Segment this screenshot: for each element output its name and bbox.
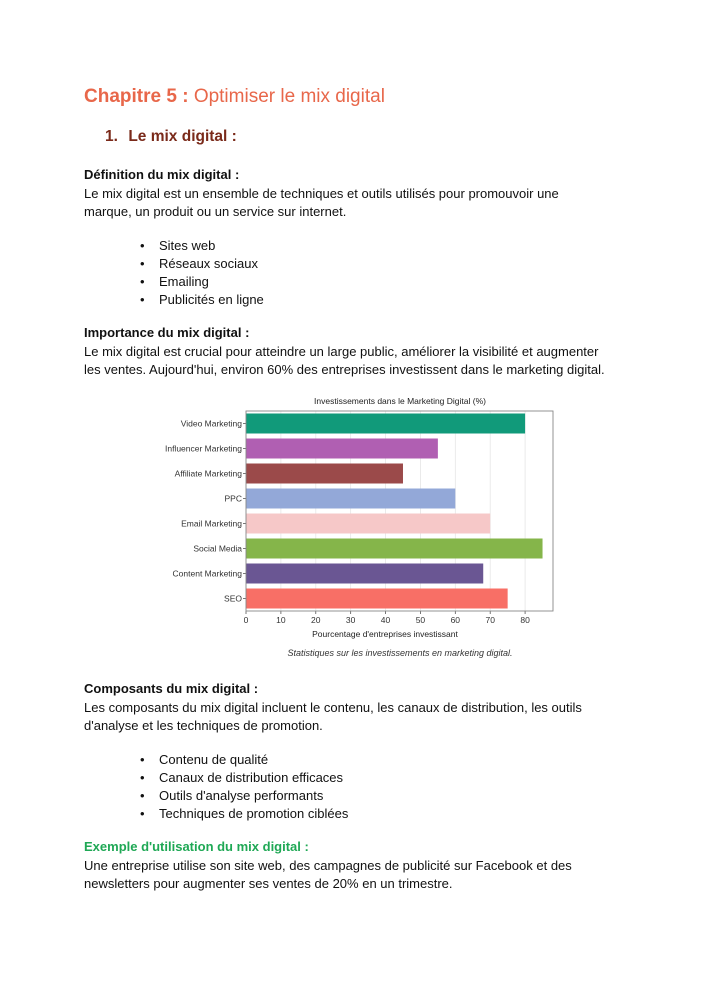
y-category-label: Video Marketing [180, 418, 242, 429]
x-tick-label: 70 [485, 615, 495, 625]
composants-line-2: d'analyse et les techniques de promotion. [84, 718, 323, 733]
y-category-label: Social Media [193, 543, 242, 554]
bar-seo [246, 589, 508, 609]
section-heading [105, 128, 237, 146]
exemple-line-2: newsletters pour augmenter ses ventes de 20% en un trimestre. [84, 876, 453, 891]
importance-line-1: Le mix digital est crucial pour atteindre un large public, améliorer la visibilité et augmenter [84, 344, 599, 359]
x-tick-label: 30 [345, 615, 356, 625]
bar-social-media [246, 539, 543, 559]
x-tick-label: 20 [311, 615, 321, 625]
y-category-label: SEO [224, 593, 242, 604]
bar-video-marketing [246, 414, 525, 434]
bar-influencer-marketing [246, 439, 438, 459]
chapter-name: Optimiser le mix digital [193, 86, 385, 107]
x-tick-label: 0 [243, 615, 249, 625]
importance-line-2: les ventes. Aujourd'hui, environ 60% des entreprises investissent dans le marketing digital. [84, 362, 605, 377]
chapter-number: Chapitre 5 : [84, 86, 189, 107]
list-item: • Emailing [140, 273, 264, 291]
exemple-heading: Exemple d'utilisation du mix digital : [84, 839, 309, 854]
composants-line-1: Les composants du mix digital incluent le contenu, les canaux de distribution, les outils [84, 700, 582, 715]
importance-heading: Importance du mix digital : [84, 325, 250, 340]
bar-affiliate-marketing [246, 464, 403, 484]
definition-list [140, 237, 264, 309]
exemple-paragraph [84, 857, 634, 893]
importance-paragraph [84, 343, 634, 379]
chart-title: Investissements dans le Marketing Digital (%) [314, 396, 486, 406]
x-tick-label: 60 [450, 615, 461, 625]
chart-caption: Statistiques sur les investissements en marketing digital. [287, 648, 513, 658]
list-item: • Techniques de promotion ciblées [140, 805, 348, 823]
definition-heading: Définition du mix digital : [84, 167, 240, 182]
y-category-label: Affiliate Marketing [174, 468, 242, 479]
composants-paragraph [84, 699, 634, 735]
composants-list [140, 751, 348, 823]
list-item: • Sites web [140, 237, 264, 255]
list-item: • Publicités en ligne [140, 291, 264, 309]
list-item: • Réseaux sociaux [140, 255, 264, 273]
composants-heading: Composants du mix digital : [84, 681, 259, 696]
bar-chart [140, 390, 570, 645]
list-item: • Canaux de distribution efficaces [140, 769, 348, 787]
y-category-label: Influencer Marketing [164, 443, 242, 454]
chart-xlabel: Pourcentage d'entreprises investissant [312, 629, 458, 639]
y-category-label: PPC [224, 493, 242, 504]
section-title: Le mix digital : [128, 128, 237, 145]
y-category-label: Content Marketing [172, 568, 242, 579]
x-tick-label: 50 [415, 615, 426, 625]
chart-container [140, 390, 570, 662]
y-category-label: Email Marketing [181, 518, 242, 529]
list-item: • Outils d'analyse performants [140, 787, 348, 805]
definition-paragraph [84, 185, 634, 221]
exemple-line-1: Une entreprise utilise son site web, des campagnes de publicité sur Facebook et des [84, 858, 572, 873]
bar-content-marketing [246, 564, 483, 584]
definition-line-1: Le mix digital est un ensemble de techniques et outils utilisés pour promouvoir une [84, 186, 559, 201]
x-tick-label: 40 [380, 615, 391, 625]
chapter-title [84, 86, 385, 108]
section-number: 1. [105, 128, 118, 145]
x-tick-label: 10 [276, 615, 286, 625]
list-item: • Contenu de qualité [140, 751, 348, 769]
bar-ppc [246, 489, 455, 509]
definition-line-2: marque, un produit ou un service sur internet. [84, 204, 347, 219]
bar-email-marketing [246, 514, 490, 534]
x-tick-label: 80 [520, 615, 530, 625]
